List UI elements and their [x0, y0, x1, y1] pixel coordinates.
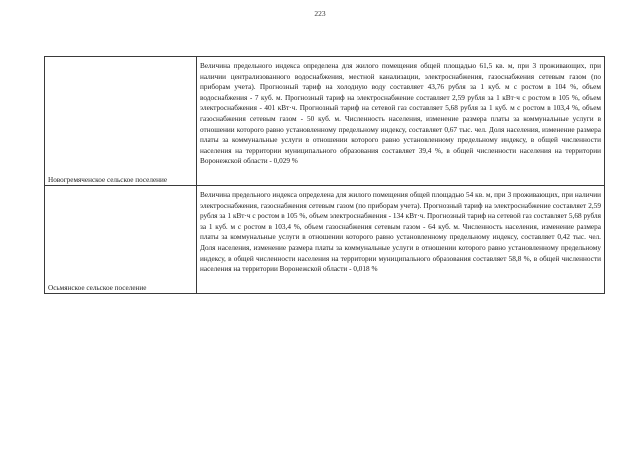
- settlement-name: Новогремяченское сельское поселение: [45, 57, 197, 186]
- index-description: Величина предельного индекса определена для жилого помещения общей площадью 54 кв. м, при 3 проживающих, при наличии электроснабжения, газоснабжения сетевым газом (по приборам учета). Прогнозный тариф на электроснабжение составляет 2,59 рубля за 1 кВт·ч с ростом в 105 %, объем электроснабжения - 134 кВт·ч. Прогнозный тариф на сетевой газ составляет 5,68 рубля за 1 куб. м с ростом в 103,4 %, объем газоснабжения сетевым газом - 64 куб. м. Численность населения, изменение размера платы за коммунальные услуги в отношении которого равно установленному предельному индексу, составляет 0,42 тыс. чел. Доля населения, изменение размера платы за коммунальные услуги в отношении которого равно установленному предельному индексу, в общей численности населения на территории муниципального образования составляет 58,8 %, в общей численности населения на территории Воронежской области - 0,018 %: [200, 191, 601, 274]
- index-description-cell: [197, 186, 605, 294]
- table-row: [45, 186, 605, 294]
- page-number: 223: [314, 9, 326, 18]
- settlement-name: Осьмянское сельское поселение: [45, 186, 197, 294]
- index-description-cell: [197, 57, 605, 186]
- table-row: [45, 57, 605, 186]
- index-description: Величина предельного индекса определена для жилого помещения общей площадью 61,5 кв. м, при 3 проживающих, при наличии централизованного водоснабжения, местной канализации, электроснабжения, газоснабжения сетевым газом (по приборам учета). Прогнозный тариф на холодную воду составляет 43,76 рубля за 1 куб. м с ростом в 104 %, объем водоснабжения - 7 куб. м. Прогнозный тариф на электроснабжение составляет 2,59 рубля за 1 кВт·ч с ростом в 105 %, объем электроснабжения - 401 кВт·ч. Прогнозный тариф на сетевой газ составляет 5,68 рубля за 1 куб. м с ростом в 103,4 %, объем газоснабжения сетевым газом - 50 куб. м. Численность населения, изменение размера платы за коммунальные услуги в отношении которого равно установленному предельному индексу, составляет 0,67 тыс. чел. Доля населения, изменение размера платы за коммунальные услуги в отношении которого равно установленному предельному индексу, в общей численности населения на территории муниципального образования составляет 39,4 %, в общей численности населения на территории Воронежской области - 0,029 %: [200, 62, 601, 166]
- settlements-table: [44, 56, 605, 294]
